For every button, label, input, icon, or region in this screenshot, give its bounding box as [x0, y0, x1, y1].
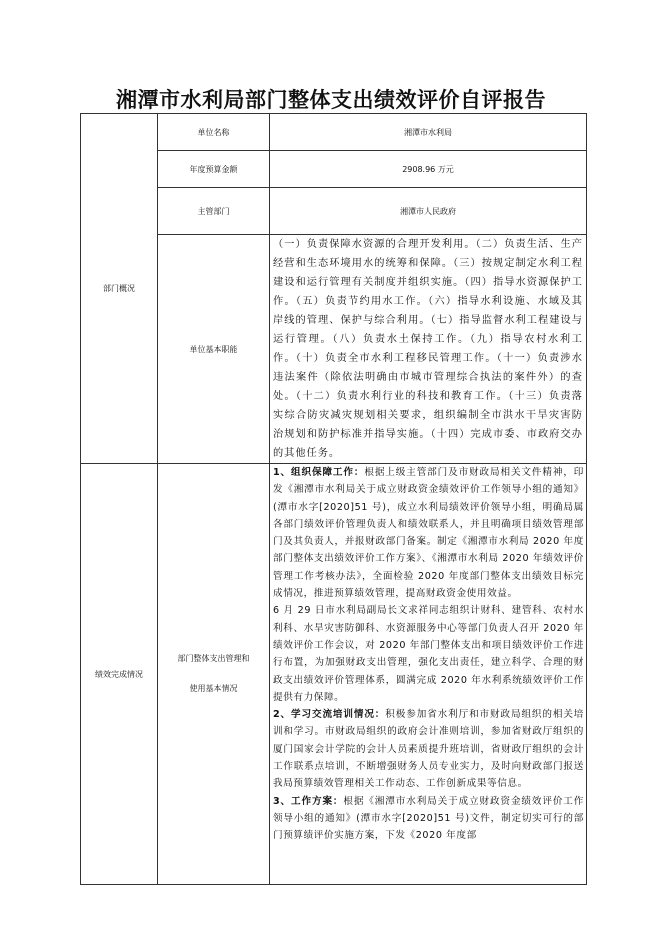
- table-row: [81, 464, 587, 885]
- item3-lead: 3、工作方案：: [273, 795, 344, 807]
- item1-lead: 1、组织保障工作：: [273, 467, 365, 478]
- item1-paragraph-2: 6 月 29 日市水利局副局长文求祥同志组织计财科、建管科、农村水利科、水旱灾害防御科、水资源服务中心等部门负责人召开 2020 年绩效评价工作会议，对 2020 年部门整体支出和项目绩效评价工作进行布置，为加强财政支出管理，强化支出责任，建立科学、合理的财政支出绩效评价管理体系，圆满完成 2020 年水利系统绩效评价工作提供有力保障。: [273, 605, 584, 703]
- item1-paragraph: [273, 464, 584, 602]
- table-row: [81, 114, 587, 151]
- performance-text: [270, 464, 586, 845]
- duties-cell: [270, 235, 587, 464]
- section-label-basic: 部门概况: [81, 114, 158, 464]
- unit-name-value: 湘潭市水利局: [270, 114, 587, 151]
- item2-lead: 2、学习交流培训情况：: [273, 709, 386, 721]
- item2-text: 积极参加省水利厅和市财政局组织的相关培训和学习。市财政局组织的政府会计准则培训，参加省财政厅组织的厦门国家会计学院的会计人员素质提升班培训，省财政厅组织的会计工作联系点培训，不断增强财务人员专业实力，及时向财政部门报送我局预算绩效管理相关工作动态、工作创新成果等信息。: [273, 709, 585, 790]
- duties-text: （一）负责保障水资源的合理开发利用。（二）负责生活、生产经营和生态环境用水的统筹和保障。（三）按规定制定水利工程建设和运行管理有关制度并组织实施。（四）指导水资源保护工作。（五）负责节约用水工作。（六）指导水利设施、水域及其岸线的管理、保护与综合利用。（七）指导监督水利工程建设与运行管理。（八）负责水土保持工作。（九）指导农村水利工作。（十）负责全市水利工程移民管理工作。（十一）负责涉水违法案件（除依法明确由市城市管理综合执法的案件外）的查处。（十二）负责水利行业的科技和教育工作。（十三）负责落实综合防灾减灾规划相关要求，组织编制全市洪水干旱灾害防治规划和防护标准并指导实施。（十四）完成市委、市政府交办的其他任务。: [273, 239, 583, 459]
- supervisor-value: 湘潭市人民政府: [270, 188, 587, 235]
- item3-text: 根据《湘潭市水利局关于成立财政资金绩效评价工作领导小组的通知》(潭市水字[2020]51 号)文件，制定切实可行的部门预算绩评价实施方案，下发《2020 年度部: [273, 795, 584, 842]
- budget-value: 2908.96 万元: [270, 151, 587, 188]
- supervisor-label: 主管部门: [158, 188, 270, 235]
- sub-label-cell: [158, 464, 270, 885]
- page-title: 湘潭市水利局部门整体支出绩效评价自评报告: [116, 88, 546, 112]
- report-table: [80, 113, 587, 885]
- item2-paragraph: [273, 706, 584, 792]
- unit-name-label: 单位名称: [158, 114, 270, 151]
- item3-paragraph: [273, 793, 584, 845]
- sub-label-line2: 使用基本情况: [189, 684, 238, 693]
- item1-text: 根据上级主管部门及市财政局相关文件精神，印发《湘潭市水利局关于成立财政资金绩效评价工作领导小组的通知》(潭市水字[2020]51 号)，成立水利局绩效评价领导小组，明确局属各部门绩效评价管理负责人和绩效联系人，并且明确项目绩效管理部门及其负责人，并报财政部门备案。制定《湘潭市水利局 2020 年度部门整体支出绩效评价工作方案》、《湘潭市水利局 2020 年绩效评价管理工作考核办法》，全面检验 2020 年度部门整体支出绩效目标完成情况，推进预算绩效管理，提高财政资金使用效益。: [273, 467, 584, 600]
- performance-text-cell: [270, 464, 587, 885]
- sub-label-line1: 部门整体支出管理和: [177, 654, 250, 663]
- section-label-performance: 绩效完成情况: [81, 464, 158, 885]
- budget-label: 年度预算金额: [158, 151, 270, 188]
- duties-label: 单位基本职能: [158, 235, 270, 464]
